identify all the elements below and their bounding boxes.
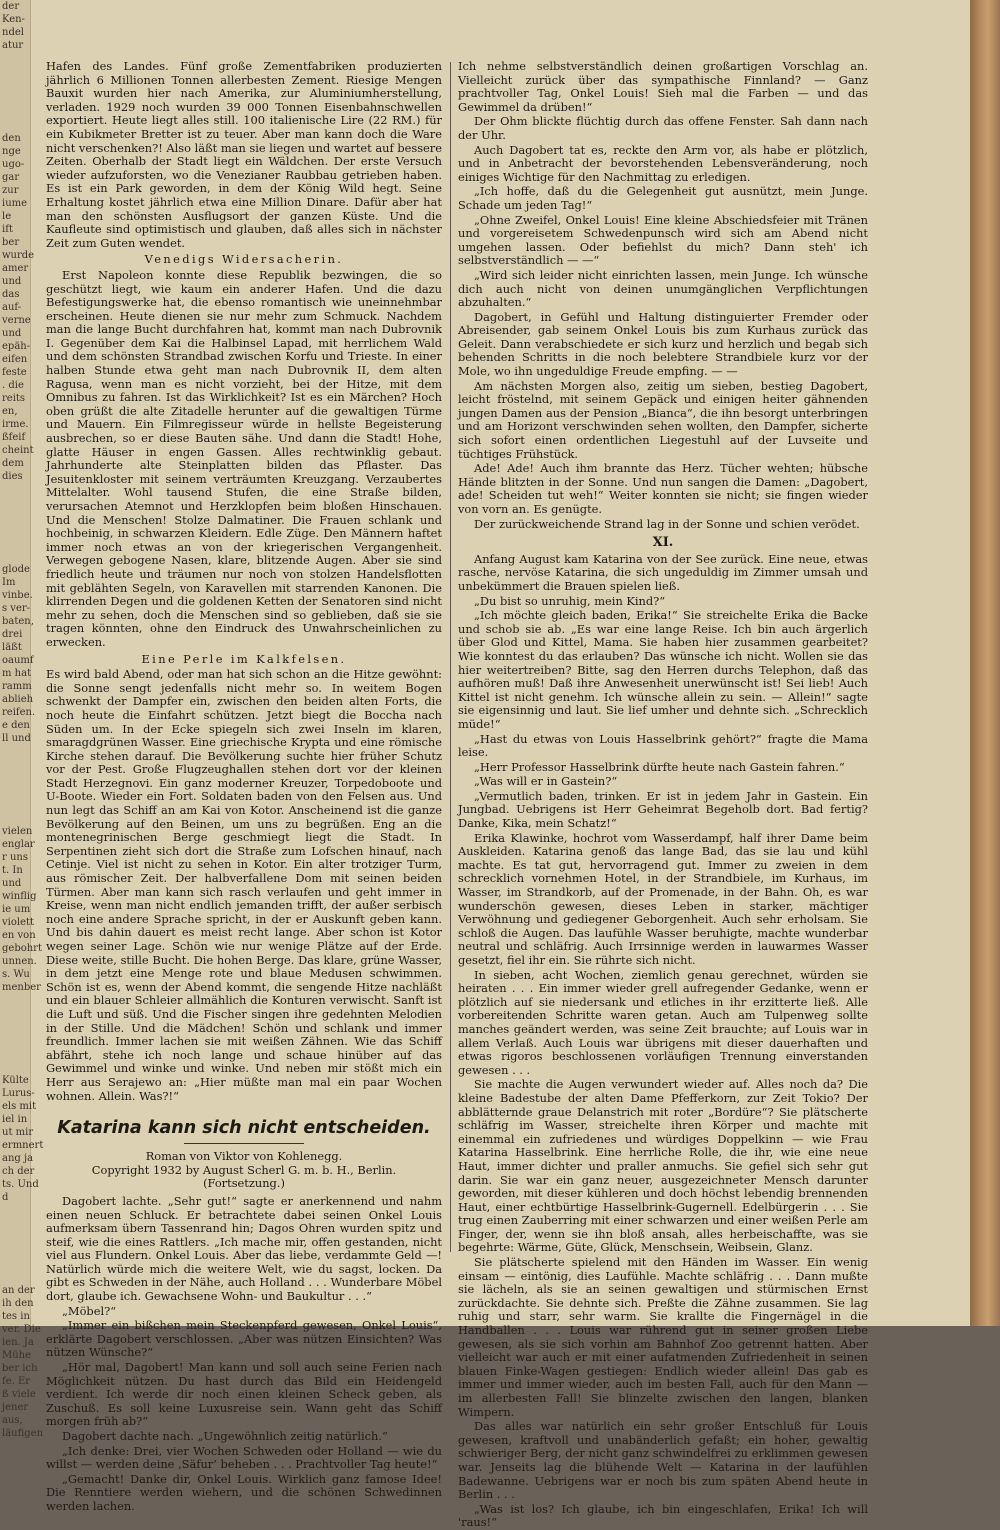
spine-fragment: reits xyxy=(2,393,26,404)
spine-fragment: ih den xyxy=(2,1298,34,1309)
spine-fragment: ien. Ja xyxy=(2,1337,34,1348)
spine-fragment: glode xyxy=(2,564,30,575)
spine-fragment: ts. Und xyxy=(2,1179,39,1190)
column-divider xyxy=(450,62,451,1252)
spine-fragment: winflig xyxy=(2,891,37,902)
article-paragraph: Das alles war natürlich ein sehr großer Entschluß für Louis gewesen, kraftvoll und unabänderlich gefaßt; ein hoher, gewaltig schwieriger Berg, der nicht ganz schwindelfrei zu erklimmen gewesen war. Jenseits lag die blühende Welt — Katarina in der laufühlen Badewanne. Uebrigens war er noch bis zum späten Abend heute in Berlin . . . xyxy=(458,1419,868,1502)
article-paragraph: „Vermutlich baden, trinken. Er ist in jedem Jahr in Gastein. Ein Jungbad. Uebrigens ist Herr Geheimrat Begeholb dort. Bad fertig? Danke, Kika, mein Schatz!“ xyxy=(458,788,868,831)
spine-fragment: der xyxy=(2,1,20,12)
article-paragraph: „Was will er in Gastein?“ xyxy=(474,774,618,789)
novel-byline: Copyright 1932 by August Scherl G. m. b. H., Berlin. xyxy=(91,1162,397,1177)
article-paragraph: „Ich hoffe, daß du die Gelegenheit gut ausnützt, mein Junge. Schade um jeden Tag!“ xyxy=(458,184,868,212)
left-column xyxy=(46,59,442,1513)
spine-fragment: ber xyxy=(2,237,20,248)
spine-fragment: das xyxy=(2,289,20,300)
spine-fragment: dies xyxy=(2,471,23,482)
spine-fragment: ablieh xyxy=(2,694,34,705)
spine-fragment: und xyxy=(2,276,22,287)
article-paragraph: „Ohne Zweifel, Onkel Louis! Eine kleine Abschiedsfeier mit Tränen und vorgereisetem Schwedenpunsch wird sich am Abend nicht umgehen lassen. Oder befiehlst du mich? Dann steh' ich selbstverständlich — —“ xyxy=(458,212,868,268)
spine-gap xyxy=(0,483,30,563)
spine-fragment: und xyxy=(2,328,22,339)
spine-fragment: drei xyxy=(2,629,23,640)
article-paragraph: Sie machte die Augen verwundert wieder auf. Alles noch da? Die kleine Badestube der alten Dame Pfefferkorn, zur Zeit Tokio? Der abblätternde graue Delanstrich mit roter „Bordüre“? Sie plätscherte schläfrig im Wasser, streichelte ihren Körper und machte mit einemmal ein zufriedenes und würdiges Doppelkinn — wie Frau Katarina Hasselbrink. Eine herrliche Rolle, die ihr, wie eine neue Haut, immer dichter und praller anmuchs. Sie gefiel sich sehr gut darin. Sie war ein ganz neuer, ausgezeichneter Mensch darunter geworden, mit dieser kühleren und doch höchst lebendig brennenden Haut, einer echtbürtige Hasselbrink-Gugernell. Edelbürgerin . . . Sie trug einen Zauberring mit einer schwarzen und einer weißen Perle am Finger, der, wenn sie ihn bloß ansah, alles herbeischaffte, was sie begehrte: Wärme, Güte, Glück, Menschsein, Weibsein, Glanz. xyxy=(458,1077,868,1255)
article-paragraph: Am nächsten Morgen also, zeitig um sieben, bestieg Dagobert, leicht fröstelnd, mit seinem Gepäck und einigen heiter gähnenden jungen Damen aus der Pension „Bianca“, die ihn besorgt unterbringen und am Horizont verschwinden sehen wollten, den Dampfer, sicherte sich sofort einen ordentlichen Liegestuhl auf der Luvseite und tüchtiges Frühstück. xyxy=(458,378,868,461)
novel-title: Katarina kann sich nicht entscheiden. xyxy=(57,1118,431,1139)
spine-fragment: ut mir xyxy=(2,1127,34,1138)
article-paragraph: In sieben, acht Wochen, ziemlich genau gerechnet, würden sie heiraten . . . Ein immer wieder grell aufregender Gedanke, wenn er plötzlich auf sie niedersank und etliches in ihr erzitterte ließ. Alle vorbereitenden Schritte waren getan. Auch am Tulpenweg sollte manches geändert werden, was seine Zeit brauchte; auf Louis war in allem Verlaß. Auch Louis war übrigens mit dieser dauerhaften und etwas rigoros beschlossenen vorläufigen Trennung einverstanden gewesen . . . xyxy=(458,967,868,1077)
right-column xyxy=(458,59,868,1530)
spine-fragment: den xyxy=(2,133,21,144)
spine-fragment: le xyxy=(2,211,12,222)
spine-fragment: e den xyxy=(2,720,30,731)
spine-gap xyxy=(0,52,30,132)
spine-gap xyxy=(0,745,30,825)
spine-fragment: irme. xyxy=(2,419,29,430)
spine-fragment: epäh- xyxy=(2,341,31,352)
spine-fragment: ugo- xyxy=(2,159,25,170)
article-paragraph: „Du bist so unruhig, mein Kind?“ xyxy=(474,593,666,608)
spine-fragment: läßt xyxy=(2,642,22,653)
article-paragraph: „Hast du etwas von Louis Hasselbrink gehört?“ fragte die Mama leise. xyxy=(458,731,868,760)
spine-fragment: jener xyxy=(2,1402,29,1413)
spine-fragment: en, xyxy=(2,406,18,417)
spine-fragment: zur xyxy=(2,185,19,196)
spine-fragment: vinbe. xyxy=(2,590,33,601)
spine-fragment: wurde xyxy=(2,250,35,261)
spine-fragment: t. In xyxy=(2,865,23,876)
book-page-edges xyxy=(970,0,1000,1326)
spine-fragment: els mit xyxy=(2,1101,37,1112)
article-paragraph: Ade! Ade! Auch ihm brannte das Herz. Tücher wehten; hübsche Hände blitzten in der Sonne. Und nun sangen die Damen: „Dagobert, ade! Scheiden tut weh!“ Weiter konnten sie nicht; sie fingen wieder von vorn an. Es genügte. xyxy=(458,461,868,516)
article-paragraph: Ich nehme selbstverständlich deinen großartigen Vorschlag an. Vielleicht zurück über das sympathische Finnland? — Ganz prachtvoller Tag, Onkel Louis! Sieh mal die Farben — und das Gewimmel da drüben!“ xyxy=(458,59,868,114)
spine-fragment: Ken- xyxy=(2,14,25,25)
spine-fragment: iel in xyxy=(2,1114,28,1125)
spine-fragment: violett xyxy=(2,917,35,928)
continuation-note: (Fortsetzung.) xyxy=(203,1176,285,1191)
spine-fragment: aus, xyxy=(2,1415,23,1426)
spine-fragment: ndel xyxy=(2,27,24,38)
spine-fragment: verne xyxy=(2,315,31,326)
spine-fragment: ermnert xyxy=(2,1140,44,1151)
spine-fragment: ch der xyxy=(2,1166,35,1177)
spine-gap xyxy=(0,994,30,1074)
spine-fragment: ß viele xyxy=(2,1389,36,1400)
article-paragraph: Hafen des Landes. Fünf große Zementfabriken produzierten jährlich 6 Millionen Tonnen allerbesten Zement. Riesige Mengen Bauxit wurden hier nach Amerika, zur Aluminiumherstellung, verladen. 1929 noch wurden 39 000 Tonnen Eisenbahnschwellen exportiert. Heute liegt alles still. 100 italienische Lire (22 RM.) für ein Kubikmeter Bretter ist zu teuer. Aber man kann doch die Ware nicht verschenken?! Also läßt man sie liegen und wartet auf bessere Zeiten. Oberhalb der Stadt liegt ein Wäldchen. Der erste Versuch wieder aufzuforsten, wo die Venezianer Raubbau getrieben haben. Es ist ein Park geworden, in dem der König Wild hegt. Seine Erhaltung kostet jährlich etwa eine Million Dinare. Dafür aber hat man den schönsten Ausflugsort der ganzen Küste. Und die Kaufleute sind optimistisch und glauben, daß alles sich in nächster Zeit zum Guten wendet. xyxy=(46,59,442,250)
spine-fragment: amer xyxy=(2,263,29,274)
article-paragraph: Sie plätscherte spielend mit den Händen im Wasser. Ein wenig einsam — eintönig, dies Laufühle. Machte schläfrig . . . Dann mußte sie lächeln, als sie an seinen gewaltigen und stürmischen Ernst zurückdachte. Sie dehnte sich. Preßte die Zähne zusammen. Sie lag ruhig und starr, sehr warm. Sie krallte die Fingernägel in die Handballen . . . Louis war rührend gut in seiner großen Liebe gewesen, als sie sich vorhin am Bahnhof Zoo getrennt hatten. Aber vielleicht war auch er mit einer aufatmenden Zufriedenheit in seinen blauen Finke-Wagen gestiegen: Endlich wieder allein! Das gab es immer und immer wieder, auch im besten Fall, auch für den Mann — im allerbesten Fall! Sie blinzelte zwischen den langen, blanken Wimpern. xyxy=(458,1255,868,1419)
headline-rule xyxy=(184,1143,304,1144)
spine-fragment: Mühe xyxy=(2,1350,32,1361)
spine-fragment: ßfeif xyxy=(2,432,26,443)
article-paragraph: „Ich denke: Drei, vier Wochen Schweden oder Holland — wie du willst — werden deine ‚Säfur‘ beheben . . . Prachtvoller Tag heute!“ xyxy=(46,1443,442,1472)
article-paragraph: Dagobert, in Gefühl und Haltung distinguierter Fremder oder Abreisender, gab seinem Onkel Louis bis zum Kurhaus zurück das Geleit. Dann verabschiedete er sich kurz und herzlich und begab sich behenden Schritts in die noch belebtere Strandbiele kurz vor der Mole, wo ihn ungeduldige Freude empfing. — — xyxy=(458,309,868,379)
spine-fragment: Külte xyxy=(2,1075,29,1086)
article-paragraph: „Herr Professor Hasselbrink dürfte heute nach Gastein fahren.“ xyxy=(474,759,845,774)
section-subheading: Eine Perle im Kalkfelsen. xyxy=(141,651,347,666)
article-paragraph: „Wird sich leider nicht einrichten lassen, mein Junge. Ich wünsche dich auch nicht von deinen unumgänglichen Verpflichtungen abzuhalten.“ xyxy=(458,267,868,310)
spine-fragment: ver. Die xyxy=(2,1324,41,1335)
spine-fragment: Im xyxy=(2,577,16,588)
spine-fragment: ramm xyxy=(2,681,32,692)
spine-fragment: m hat xyxy=(2,668,32,679)
spine-fragment: Lurus- xyxy=(2,1088,35,1099)
novel-byline: Roman von Viktor von Kohlenegg. xyxy=(145,1149,343,1164)
spine-fragment: ift xyxy=(2,224,13,235)
spine-fragment: gar xyxy=(2,172,20,183)
spine-fragment: vielen xyxy=(2,826,33,837)
spine-fragment: nge xyxy=(2,146,21,157)
spine-fragment: feste xyxy=(2,367,27,378)
article-paragraph: Auch Dagobert tat es, reckte den Arm vor, als habe er plötzlich, und in Anbetracht der bevorstehenden Lebensveränderung, noch einiges Wichtige für den Nachmittag zu erledigen. xyxy=(458,142,868,184)
spine-fragment: baten, xyxy=(2,616,34,627)
spine-fragment: fe. Er xyxy=(2,1376,31,1387)
article-paragraph: „Hör mal, Dagobert! Man kann und soll auch seine Ferien nach Möglichkeit nützen. Du hast durch das Bild ein Heidengeld verdient. Ich werde dir noch einen kleinen Scheck geben, als Zuschuß. Es soll keine Luxusreise sein. Wann geht das Schiff morgen früh ab?“ xyxy=(46,1360,442,1429)
spine-fragment: s ver- xyxy=(2,603,31,614)
article-paragraph: „Möbel?“ xyxy=(62,1303,117,1318)
spine-fragment: reifen. xyxy=(2,707,36,718)
article-paragraph: „Immer ein bißchen mein Steckenpferd gewesen, Onkel Louis“, erklärte Dagobert verschlossen. „Aber was nützen Einsichten? Was nützen Wünsche?“ xyxy=(46,1318,442,1360)
article-paragraph: „Gemacht! Danke dir, Onkel Louis. Wirklich ganz famose Idee! Die Renntiere werden wiehern, und die schönen Schwedinnen werden lachen. xyxy=(46,1471,442,1513)
spine-fragment: ang ja xyxy=(2,1153,34,1164)
spine-fragment: d xyxy=(2,1192,9,1203)
spine-fragment: tes in xyxy=(2,1311,30,1322)
section-subheading: Venedigs Widersacherin. xyxy=(144,252,344,267)
spine-fragment: oaumf xyxy=(2,655,34,666)
spine-fragment: dem xyxy=(2,458,24,469)
article-paragraph: Dagobert lachte. „Sehr gut!“ sagte er anerkennend und nahm einen neuen Schluck. Er betrachtete dabei seinen Onkel Louis aufmerksam übern Tassenrand hin; Dagos Ohren wurden spitz und steif, wie die eines Rattlers. „Ich mache mir, offen gestanden, nicht viel aus Flundern. Onkel Louis. Aber das liebe, verdammte Geld —! Natürlich würde mich die weitere Welt, wie du sagst, locken. Da gibt es Schweden in der Nähe, auch Holland . . . Wunderbare Möbel dort, glaube ich. Gewachsene Wohn- und Baukultur . . .“ xyxy=(46,1193,442,1304)
spine-fragment: auf- xyxy=(2,302,22,313)
spine-fragment: englar xyxy=(2,839,35,850)
spine-fragment: . die xyxy=(2,380,24,391)
article-paragraph: „Ich möchte gleich baden, Erika!“ Sie streichelte Erika die Backe und schob sie ab. „Es war eine lange Reise. Ich bin auch ärgerlich über Glod und Kittel, Mama. Sie haben hier zusammen gearbeitet? Wie konntest du das erlauben? Das wünsche ich nicht. Wollen sie das hier weitertreiben? Bitte, sag den Herren durchs Telephon, daß das aufhören muß! Daß ihre Anwesenheit unerwünscht ist! Sei lieb! Auch Kittel ist nicht genehm. Ich wünsche allein zu sein. — Allein!“ sagte sie eigensinnig und laut. Sie lief umher und dehnte sich. „Schrecklich müde!“ xyxy=(458,608,868,731)
spine-fragment: r uns xyxy=(2,852,28,863)
adjacent-page-fragments xyxy=(0,0,44,1439)
spine-fragment: an der xyxy=(2,1285,35,1296)
chapter-number: XI. xyxy=(652,535,674,551)
spine-fragment: läufigen xyxy=(2,1428,44,1439)
spine-gap xyxy=(0,1204,30,1284)
article-paragraph: Der zurückweichende Strand lag in der Sonne und schien verödet. xyxy=(474,516,860,531)
spine-fragment: cheint xyxy=(2,445,34,456)
article-paragraph: Erst Napoleon konnte diese Republik bezwingen, die so geschützt liegt, wie kaum ein anderer Hafen. Und die dazu Befestigungswerke hat, die ebenso romantisch wie uneinnehmbar erscheinen. Heute dienen sie nur mehr zum Schmuck. Nachdem man die lange Bucht durchfahren hat, kommt man nach Dubrovnik I. Gegenüber dem Kai die Halbinsel Lapad, mit herrlichem Wald und dem schönsten Strandbad zwischen Korfu und Trieste. In einer halben Stunde etwa geht man nach Dubrovnik II, dem alten Ragusa, wenn man es nicht vorzieht, bei der Hitze, mit dem Omnibus zu fahren. Ist das Wirklichkeit? Ist es ein Märchen? Hoch oben grüßt die alte Zitadelle herunter auf die gewaltigen Türme und Mauern. Ein Filmregisseur würde in hellste Begeisterung ausbrechen, so er diese Bauten sähe. Und dann die Stadt! Hohe, glatte Häuser in engen Gassen. Alles rechtwinklig gebaut. Jahrhunderte alte Steinplatten bilden das Pflaster. Das Jesuitenkloster mit seinem verträumten Kreuzgang. Verzaubertes Mittelalter. Wohl tausend Stufen, die eine Straße bilden, verursachen Atemnot und Herzklopfen beim bloßen Hinschauen. Und die Menschen! Stolze Dalmatiner. Die Frauen schlank und hochbeinig, in schwarzen Kleidern. Edle Züge. Den Männern haftet immer noch etwas an von der kriegerischen Vergangenheit. Verwegen gebogene Nasen, klare, blitzende Augen. Aber sie sind friedlich heute und träumen nur noch von stolzen Handelsflotten mit geblähten Segeln, von Karavellen mit starrenden Kanonen. Die klirrenden Degen und die goldenen Ketten der Senatoren sind nicht mehr zu sehen, doch die Menschen sind so geblieben, daß sie sie tragen könnten, ohne den Eindruck des Unwahrscheinlichen zu erwecken. xyxy=(46,267,442,649)
spine-fragment: unnen. xyxy=(2,956,37,967)
spine-fragment: ber ich xyxy=(2,1363,38,1374)
spine-fragment: s. Wu xyxy=(2,969,30,980)
spine-fragment: menber xyxy=(2,982,41,993)
spine-fragment: eifen xyxy=(2,354,28,365)
spine-fragment: und xyxy=(2,878,22,889)
spine-fragment: en von xyxy=(2,930,36,941)
spine-fragment: ll und xyxy=(2,733,31,744)
article-paragraph: Der Ohm blickte flüchtig durch das offene Fenster. Sah dann nach der Uhr. xyxy=(458,114,868,142)
spine-fragment: iume xyxy=(2,198,28,209)
article-paragraph: „Was ist los? Ich glaube, ich bin eingeschlafen, Erika! Ich will 'raus!“ xyxy=(458,1501,868,1530)
spine-fragment: ie um xyxy=(2,904,31,915)
article-paragraph: Anfang August kam Katarina von der See zurück. Eine neue, etwas rasche, nervöse Katarina, die sich ungeduldig im Zimmer umsah und unbekümmert die Brauen spielen ließ. xyxy=(458,551,868,593)
article-paragraph: Es wird bald Abend, oder man hat sich schon an die Hitze gewöhnt: die Sonne sengt jedenfalls nicht mehr so. In weitem Bogen schwenkt der Dampfer ein, zwischen den beiden alten Forts, die noch heute die Einfahrt schützen. Jetzt biegt die Boccha nach Süden um. In der Ecke spiegeln sich zwei Inseln im klaren, smaragdgrünen Wasser. Eine griechische Krypta und eine römische Kirche stehen darauf. Die Bevölkerung suchte hier früher Schutz vor der Pest. Große Flugzeughallen stehen dort vor der kleinen Stadt Herzegnovi. Ein ganz moderner Kreuzer, Torpedoboote und U-Boote. Wieder ein Fort. Soldaten baden von den Felsen aus. Und nun legt das Schiff an am Kai von Kotor. Anscheinend ist die ganze Bevölkerung auf den Beinen, um uns zu begrüßen. Eng an die montenegrinischen Berge geschmiegt liegt die Stadt. In Serpentinen zieht sich dort die Straße zum Lofschen hinauf, nach Cetinje. Viel ist nicht zu sehen in Kotor. Ein alter trotziger Turm, aus römischer Zeit. Der halbverfallene Dom mit seinen beiden Türmen. Aber man kann sich rasch verlaufen und geht immer in Kreise, wenn man nicht endlich jemanden trifft, der außer serbisch noch eine andere Sprache spricht, in der er Auskunft geben kann. Und bis dahin dauert es meist recht lange. Aber schon ist Kotor wegen seiner Lage. Schön wie nur wenige Plätze auf der Erde. Diese weite, stille Bucht. Die hohen Berge. Das klare, grüne Wasser, in dem jetzt eine Menge rote und blaue Medusen schwimmen. Schön ist es, wenn der Abend kommt, die sengende Hitze nachläßt und ein blauer Schleier allmählich die Konturen verwischt. Sanft ist die Luft und süß. Und die Fischer singen ihre gedehnten Melodien in der Stille. Und die Mädchen! Schön und schlank und immer freundlich. Immer lachen sie mit weißen Zähnen. Wie das Schiff abfährt, stehe ich noch lange und schaue hinüber auf das Gewimmel und winke und winke. Und neben mir stößt mich ein Herr aus Serajewo an: „Hier müßte man mal ein paar Wochen wohnen. Allein. Was?!“ xyxy=(46,667,442,1103)
spine-fragment: gebohrt xyxy=(2,943,42,954)
article-paragraph: Dagobert dachte nach. „Ungewöhnlich zeitig natürlich.“ xyxy=(62,1429,388,1443)
article-paragraph: Erika Klawinke, hochrot vom Wasserdampf, half ihrer Dame beim Auskleiden. Katarina genoß das lange Bad, das sie lau und kühl machte. Es tat gut, hervorragend gut. Immer zu zweien in dem schrecklich vornehmen Hotel, in der Strandbiele, im Kurhaus, im Wasser, im Strandkorb, auf der Promenade, in der Bahn. Oh, es war wunderschön gewesen, dieses Leben in starker, mächtiger Verwöhnung und gediegener Geborgenheit. Auch sehr erholsam. Sie schloß die Augen. Das laufühle Wasser beruhigte, machte wunderbar neutral und schläfrig. Auch Irrsinnige werden in lauwarmes Wasser gesetzt, fiel ihr ein. Sie rührte sich nicht. xyxy=(458,830,868,967)
spine-fragment: atur xyxy=(2,40,24,51)
